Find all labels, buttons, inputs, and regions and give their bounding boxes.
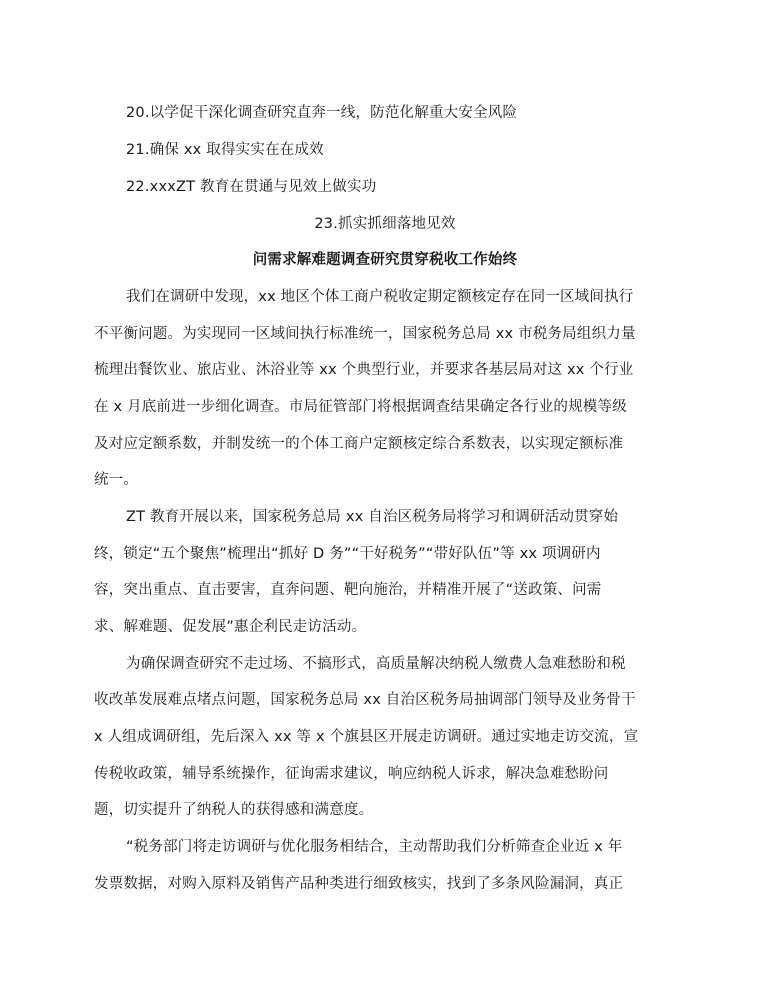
paragraph-1-line: 统一。 (94, 472, 139, 488)
paragraph-2-line: ZT 教育开展以来，国家税务总局 xx 自治区税务局将学习和调研活动贯穿始 (126, 509, 619, 525)
paragraph-2-line: 终，锁定“五个聚焦”梳理出“抓好 D 务”“干好税务”“带好队伍”等 xx 项调研内 (94, 546, 601, 562)
paragraph-3-line: 收改革发展难点堵点问题，国家税务总局 xx 自治区税务局抽调部门领导及业务骨干 (94, 692, 636, 708)
paragraph-1-line: 在 x 月底前进一步细化调查。市局征管部门将根据调查结果确定各行业的规模等级 (94, 399, 627, 415)
paragraph-2-line: 求、解难题、促发展”惠企利民走访活动。 (94, 619, 367, 635)
paragraph-4-line: 发票数据，对购入原料及销售产品种类进行细致核实，找到了多条风险漏洞，真正 (94, 876, 624, 892)
list-item-21: 21.确保 xx 取得实实在在成效 (126, 142, 324, 158)
paragraph-3-line: 传税收政策，辅导系统操作，征询需求建议，响应纳税人诉求，解决急难愁盼问 (94, 766, 609, 782)
list-item-20: 20.以学促干深化调查研究直奔一线，防范化解重大安全风险 (126, 105, 518, 121)
paragraph-4-line: “税务部门将走访调研与优化服务相结合，主动帮助我们分析筛查企业近 x 年 (126, 839, 623, 855)
paragraph-1-line: 及对应定额系数，并制发统一的个体工商户定额核定综合系数表，以实现定额标准 (94, 436, 624, 452)
list-item-23: 23.抓实抓细落地见效 (314, 216, 456, 232)
paragraph-2-line: 容，突出重点、直击要害，直奔问题、靶向施治，并精准开展了“送政策、问需 (94, 582, 602, 598)
paragraph-1-line: 不平衡问题。为实现同一区域间执行标准统一，国家税务总局 xx 市税务局组织力量 (94, 326, 636, 342)
paragraph-3-line: x 人组成调研组，先后深入 xx 等 x 个旗县区开展走访调研。通过实地走访交流，宣 (94, 729, 639, 745)
paragraph-1-line: 梳理出餐饮业、旅店业、沐浴业等 xx 个典型行业，并要求各基层局对这 xx 个行业 (94, 362, 634, 378)
paragraph-1-line: 我们在调研中发现，xx 地区个体工商户税收定期定额核定存在同一区域间执行 (126, 289, 634, 305)
list-item-22: 22.xxxZT 教育在贯通与见效上做实功 (126, 179, 377, 195)
paragraph-3-line: 题，切实提升了纳税人的获得感和满意度。 (94, 802, 374, 818)
paragraph-3-line: 为确保调查研究不走过场、不搞形式，高质量解决纳税人缴费人急难愁盼和税 (126, 656, 626, 672)
section-title: 问需求解难题调查研究贯穿税收工作始终 (252, 252, 518, 268)
